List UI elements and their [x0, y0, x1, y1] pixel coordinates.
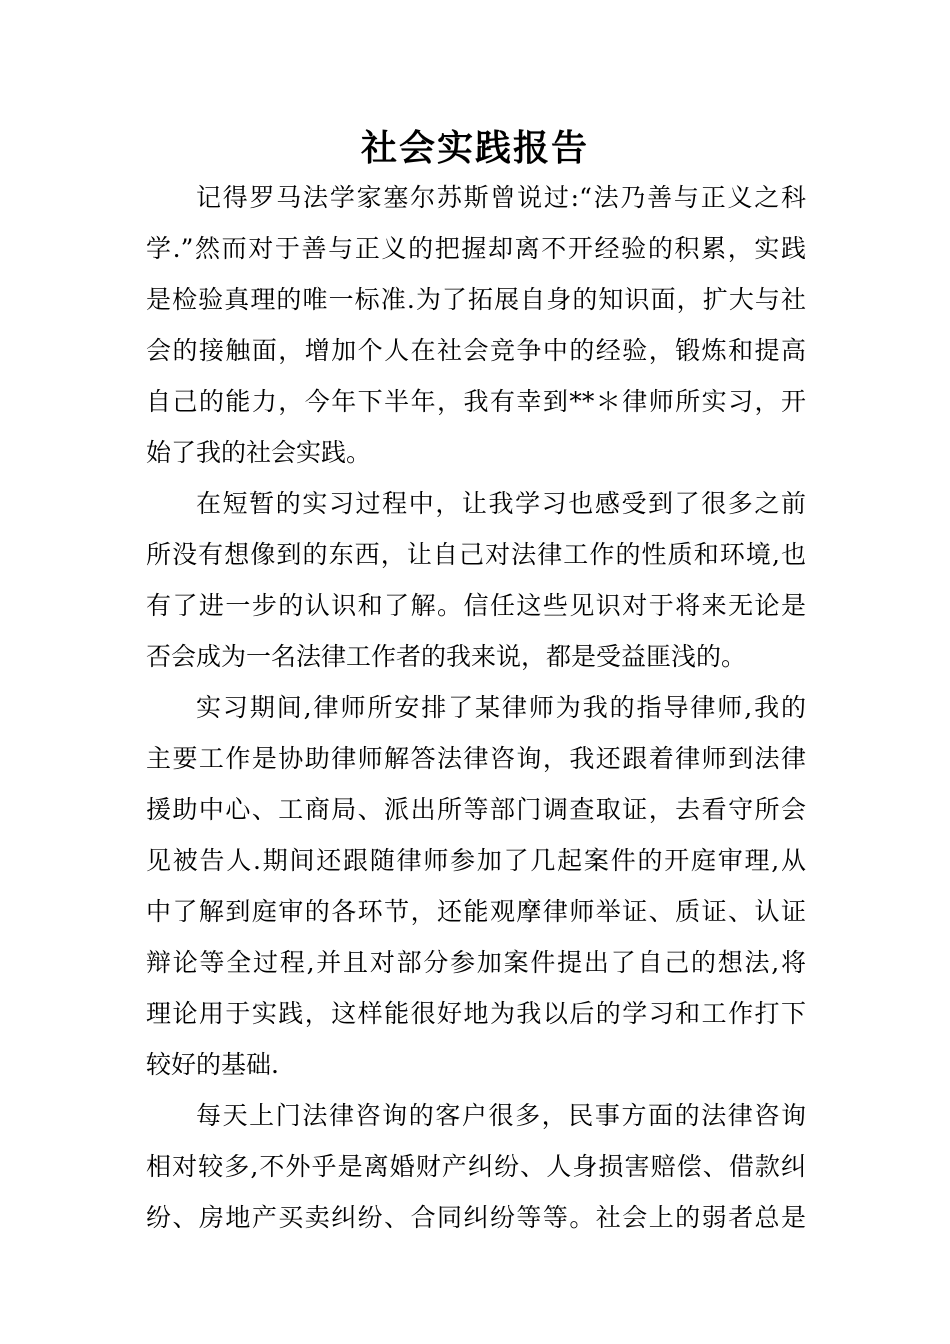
- text-line: 否会成为一名法律工作者的我来说，都是受益匪浅的。: [146, 642, 747, 671]
- text-line: 所没有想像到的东西，让自己对法律工作的性质和环境,也: [146, 540, 806, 569]
- text-line: 主要工作是协助律师解答法律咨询，我还跟着律师到法律: [146, 744, 806, 773]
- text-line: 中了解到庭审的各环节，还能观摩律师举证、质证、认证: [146, 897, 806, 926]
- text-line: 有了进一步的认识和了解。信任这些见识对于将来无论是: [146, 591, 806, 620]
- text-line: 学.”然而对于善与正义的把握却离不开经验的积累，实践: [146, 234, 806, 263]
- text-line: 是检验真理的唯一标准.为了拓展自身的知识面，扩大与社: [146, 285, 806, 314]
- document-body: [146, 172, 806, 1243]
- text-line: 辩论等全过程,并且对部分参加案件提出了自己的想法,将: [146, 948, 806, 977]
- text-line: 会的接触面，增加个人在社会竞争中的经验，锻炼和提高: [146, 336, 806, 365]
- text-line: 自己的能力，今年下半年，我有幸到**＊律师所实习，开: [146, 387, 806, 416]
- text-line: 在短暂的实习过程中，让我学习也感受到了很多之前: [196, 489, 806, 518]
- text-line: 较好的基础.: [146, 1050, 279, 1079]
- text-line: 纷、房地产买卖纠纷、合同纠纷等等。社会上的弱者总是: [146, 1203, 806, 1232]
- text-line: 每天上门法律咨询的客户很多，民事方面的法律咨询: [196, 1101, 806, 1130]
- text-line: 始了我的社会实践。: [146, 438, 372, 467]
- text-line: 实习期间,律师所安排了某律师为我的指导律师,我的: [196, 693, 806, 722]
- text-line: 记得罗马法学家塞尔苏斯曾说过:“法乃善与正义之科: [196, 183, 806, 212]
- text-line: 援助中心、工商局、派出所等部门调查取证，去看守所会: [146, 795, 806, 824]
- text-line: 理论用于实践，这样能很好地为我以后的学习和工作打下: [146, 999, 806, 1028]
- document-title: 社会实践报告: [360, 127, 589, 169]
- text-line: 见被告人.期间还跟随律师参加了几起案件的开庭审理,从: [146, 846, 806, 875]
- text-line: 相对较多,不外乎是离婚财产纠纷、人身损害赔偿、借款纠: [146, 1152, 806, 1181]
